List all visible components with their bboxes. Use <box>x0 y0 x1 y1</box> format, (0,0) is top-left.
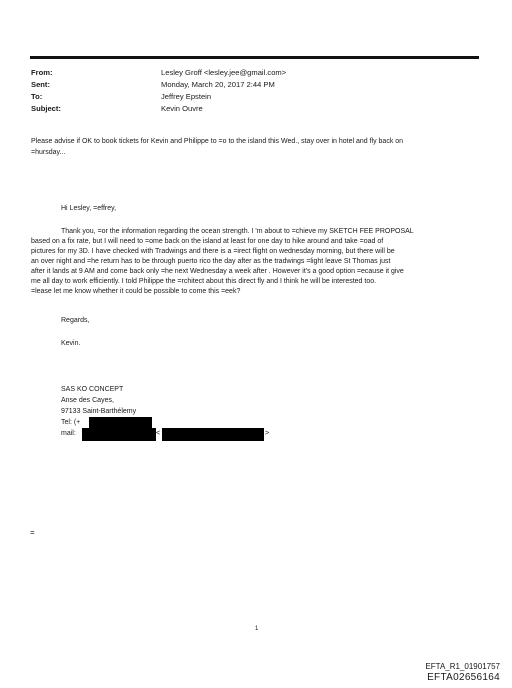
subject-label: Subject: <box>31 104 61 113</box>
signature-company: SAS KO CONCEPT <box>61 386 124 393</box>
equals-mark: = <box>30 528 35 537</box>
sender-name: Kevin. <box>61 340 81 347</box>
sent-value: Monday, March 20, 2017 2:44 PM <box>161 80 275 89</box>
body-line: Thank you, =or the information regarding the ocean strength. I 'm about to =chieve my SKETCH FEE PROPOSAL <box>61 228 414 235</box>
signature-address-2: 97133 Saint-Barthélemy <box>61 408 137 415</box>
intro-line: =hursday... <box>31 149 66 156</box>
body-line: me all day to work efficiently. I told Philippe the =rchitect about this direct fly and I think he will be interested too. <box>31 278 377 285</box>
body-line: pictures for my 3D. I have checked with Tradwings and there is a =irect flight on wednesday morning, but there will be <box>31 248 395 255</box>
mail-close-bracket: > <box>265 430 270 437</box>
subject-value: Kevin Ouvre <box>161 104 203 113</box>
sent-label: Sent: <box>31 80 50 89</box>
page-number: 1 <box>255 626 259 632</box>
header-divider <box>30 56 479 59</box>
from-label: From: <box>31 68 53 77</box>
signature-mail: mail: <box>61 430 76 437</box>
signature-address-1: Anse des Cayes, <box>61 397 114 404</box>
redaction-bar-mail-address <box>162 428 264 441</box>
to-value: Jeffrey Epstein <box>161 92 212 101</box>
mail-open-bracket: < <box>156 430 161 437</box>
footer-id-1: EFTA_R1_01901757 <box>425 662 500 671</box>
from-value: Lesley Groff <lesley.jee@gmail.com> <box>161 68 287 77</box>
greeting: Hi Lesley, =effrey, <box>61 205 117 212</box>
redaction-bar-mail-user <box>82 428 156 441</box>
closing: Regards, <box>61 317 90 324</box>
body-line: an over night and =he return has to be through puerto rico the day after as the tradwings =light leave St Thomas just <box>31 258 391 265</box>
body-line: after it lands at 9 AM and come back only =he next Wednesday a week after . However it's a good option =ecause it give <box>31 268 404 275</box>
footer-id-2: EFTA02656164 <box>427 672 500 683</box>
signature-tel: Tel: (+ <box>61 419 81 426</box>
intro-line: Please advise if OK to book tickets for Kevin and Philippe to =o to the island this Wed., stay over in hotel and fly back on <box>31 138 404 145</box>
body-line: =lease let me know whether it could be possible to come this =eek? <box>31 288 241 295</box>
body-line: based on a fix rate, but I will need to =ome back on the island at least for one day to hike around and take =oad of <box>31 238 384 245</box>
to-label: To: <box>31 92 43 101</box>
